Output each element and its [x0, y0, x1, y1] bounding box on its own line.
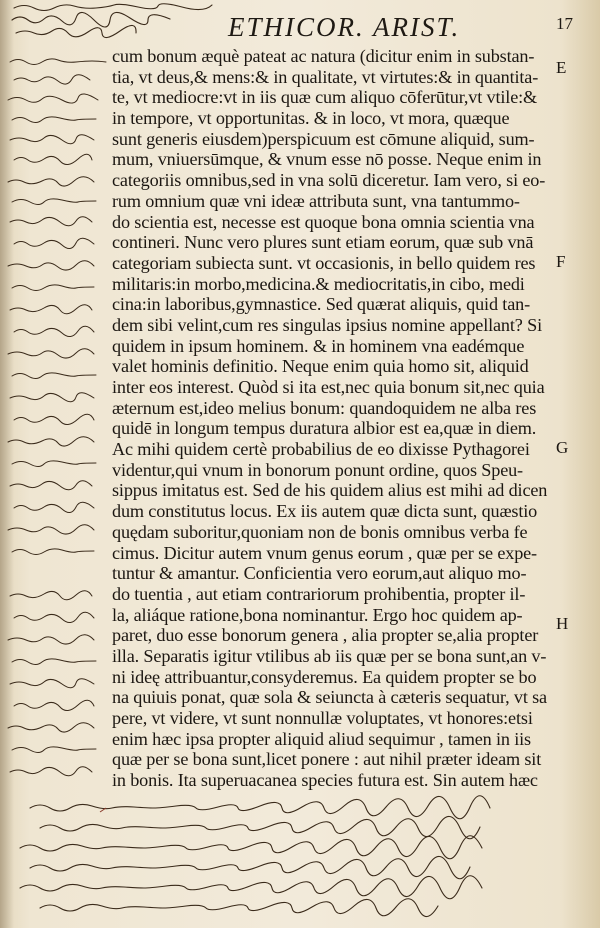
text-line: do scientia est, necesse est quoque bona omnia scientia vna: [112, 211, 535, 232]
text-line: rum omnium quæ vni ideæ attributa sunt, vna tantummo-: [112, 190, 520, 211]
text-line: illa. Separatis igitur vtilibus ab iis quæ per se bona sunt,an v-: [112, 645, 547, 666]
page-number: 17: [556, 14, 573, 33]
body-text: [112, 46, 552, 791]
text-line: dum constitutus locus. Ex iis autem quæ dicta sunt, quæstio: [112, 501, 538, 522]
handwritten-left-margin-notes: [6, 0, 110, 780]
margin-letter-g: G: [556, 438, 569, 457]
text-line: contineri. Nunc vero plures sunt etiam eorum, quæ sub vnā: [112, 232, 534, 253]
text-line: quæ per se bona sunt,licet ponere : aut nihil præter ideam sit: [112, 749, 542, 770]
text-line: na quiuis ponat, quæ sola & seiuncta à cæteris sequatur, vt sa: [112, 687, 547, 708]
text-line: ni ideę attribuantur,consyderemus. Ea quidem propter se bo: [112, 666, 537, 687]
handwritten-bottom-annotation: [0, 790, 590, 928]
text-line: pere, vt videre, vt sunt nonnullæ voluptates, vt honores:etsi: [112, 708, 533, 728]
text-line: tuntur & amantur. Conficientia vero eorum,aut aliquo mo-: [112, 563, 527, 584]
text-line: quidem in ipsum hominem. & in hominem vna eadémque: [112, 335, 525, 356]
text-line: Ac mihi quidem certè probabilius de eo dixisse Pythagorei: [112, 439, 530, 460]
text-line: cimus. Dicitur autem vnum genus eorum , quæ per se expe-: [112, 542, 537, 563]
text-line: in bonis. Ita superuacanea species futura est. Sin autem hæc: [112, 770, 538, 791]
text-line: in tempore, vt opportunitas. & in loco, vt mora, quæque: [112, 108, 510, 129]
text-line: quędam suboritur,quoniam non de bonis omnibus verba fe: [112, 521, 528, 542]
text-line: cina:in laboribus,gymnastice. Sed quærat aliquis, quid tan-: [112, 294, 530, 315]
margin-letter-f: F: [556, 252, 566, 271]
text-line: cum bonum æquè pateat ac natura (dicitur enim in substan-: [112, 46, 535, 66]
text-line: militaris:in morbo,medicina.& mediocritatis,in cibo, medi: [112, 273, 525, 294]
text-line: sunt generis eiusdem)perspicuum est cōmune aliquid, sum-: [112, 128, 535, 149]
text-line: sippus imitatus est. Sed de his quidem alius est mihi ad dicen: [112, 480, 548, 501]
text-line: paret, duo esse bonorum genera , alia propter se,alia propter: [112, 625, 539, 646]
text-line: categoriam subiecta sunt. vt occasionis, in bello quidem res: [112, 252, 536, 273]
text-line: tia, vt deus,& mens:& in qualitate, vt virtutes:& in quantita-: [112, 66, 539, 87]
text-line: quidē in longum tempus duratura albior est ea,quæ in diem.: [112, 418, 537, 439]
text-line: videntur,qui vnum in bonorum ponunt ordine, quos Speu-: [112, 459, 523, 480]
text-line: te, vt mediocre:vt in iis quæ cum aliquo cōferūtur,vt vtile:&: [112, 87, 538, 108]
text-line: valet hominis definitio. Neque enim quia homo sit, aliquid: [112, 356, 529, 377]
text-line: mum, vniuersūmque, & vnum esse nō posse. Neque enim in: [112, 149, 542, 170]
text-line: categoriis omnibus,sed in vna solū diceretur. Iam vero, si eo-: [112, 170, 546, 191]
text-line: la, aliáque ratione,bona nominantur. Ergo hoc quidem ap-: [112, 604, 523, 625]
text-line: do tuentia , aut etiam contrariorum prohibentia, propter il-: [112, 583, 526, 604]
text-line: inter eos interest. Quòd si ita est,nec quia bonum sit,nec quia: [112, 377, 545, 397]
text-line: dem sibi velint,cum res singulas ipsius nomine appellant? Si: [112, 314, 542, 335]
margin-letter-h: H: [556, 614, 569, 633]
text-line: enim hæc ipsa propter aliquid aliud sequimur , tamen in iis: [112, 728, 531, 749]
margin-letter-e: E: [556, 58, 567, 77]
text-line: æternum est,ideo melius bonum: quandoquidem ne alba res: [112, 397, 537, 418]
running-head: ETHICOR. ARIST.: [228, 12, 461, 42]
